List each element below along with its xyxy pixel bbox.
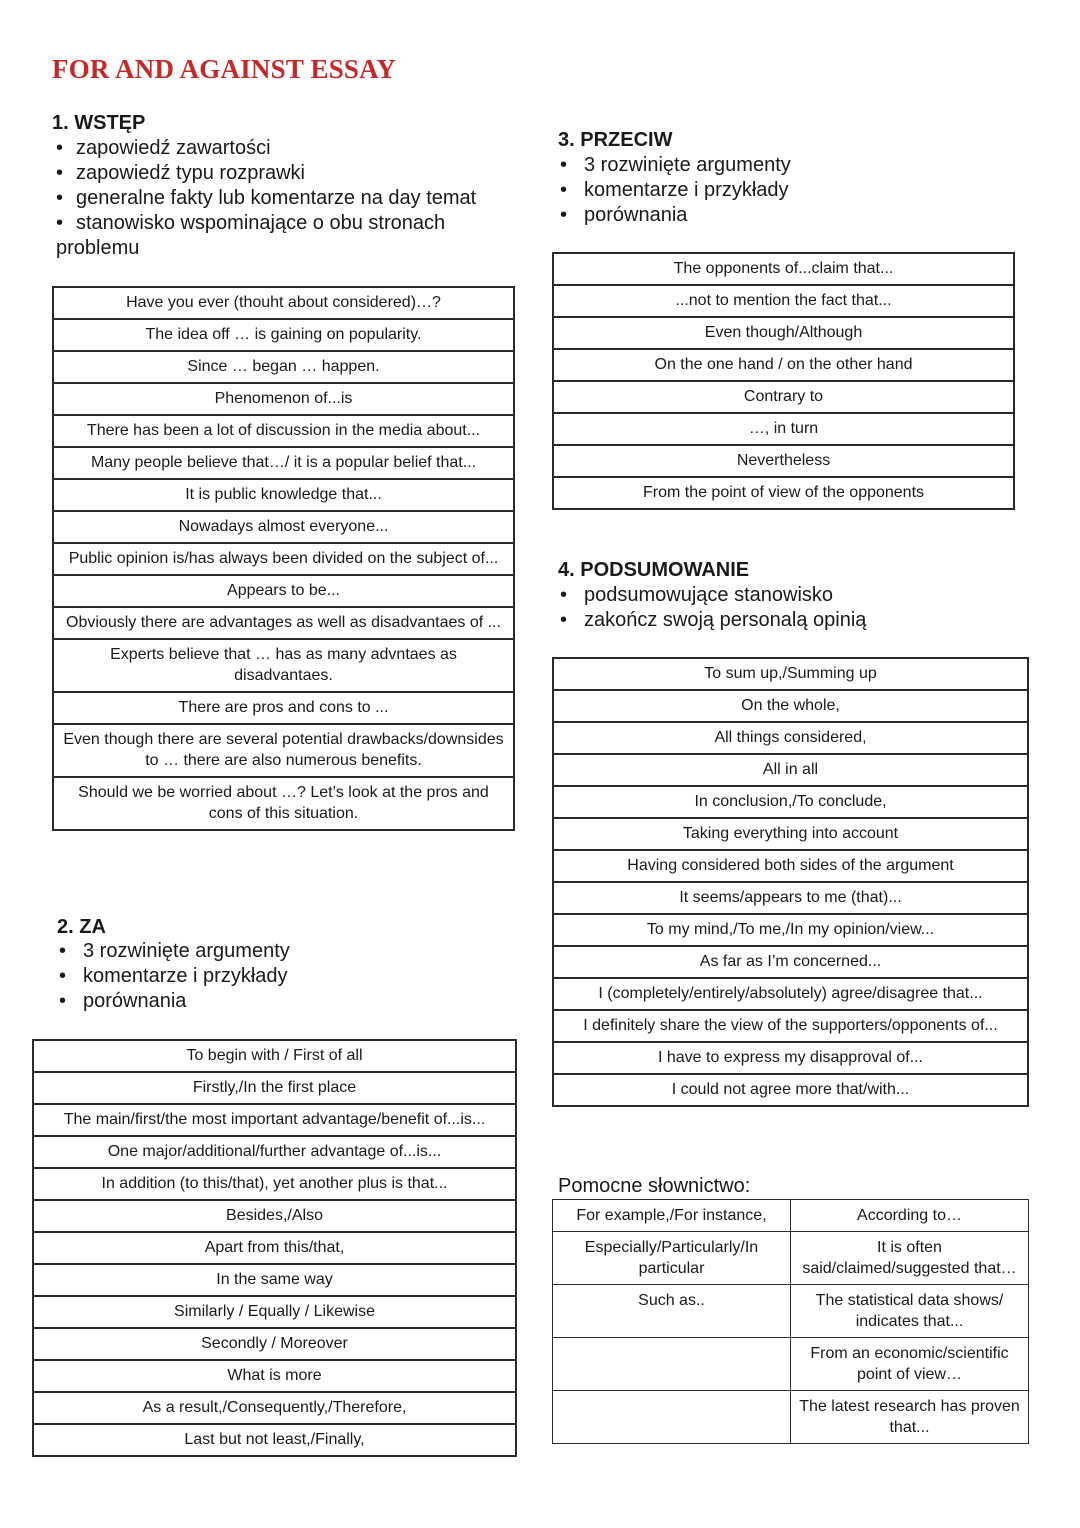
phrase-cell: What is more bbox=[33, 1360, 516, 1392]
phrase-row bbox=[33, 1328, 516, 1360]
vocabulary-row bbox=[553, 1232, 1029, 1285]
phrase-cell: Besides,/Also bbox=[33, 1200, 516, 1232]
phrase-row bbox=[53, 383, 514, 415]
phrase-row bbox=[553, 413, 1014, 445]
intro-bullet-text: stanowisko wspominające o obu stronach bbox=[76, 212, 446, 234]
phrase-cell: All things considered, bbox=[553, 722, 1028, 754]
phrase-cell: All in all bbox=[553, 754, 1028, 786]
phrase-row bbox=[553, 754, 1028, 786]
phrase-cell: To my mind,/To me,/In my opinion/view... bbox=[553, 914, 1028, 946]
phrase-row bbox=[53, 447, 514, 479]
phrase-row bbox=[53, 724, 514, 777]
vocabulary-cell: According to… bbox=[791, 1200, 1029, 1232]
intro-bullet: • zapowiedź typu rozprawki bbox=[52, 161, 522, 186]
summary-bullet: • zakończ swoją personalą opinią bbox=[558, 608, 1028, 633]
phrase-row bbox=[53, 319, 514, 351]
phrase-cell: Appears to be... bbox=[53, 575, 514, 607]
phrase-row bbox=[553, 317, 1014, 349]
phrase-cell: To sum up,/Summing up bbox=[553, 658, 1028, 690]
phrase-cell: From the point of view of the opponents bbox=[553, 477, 1014, 509]
phrase-row bbox=[53, 543, 514, 575]
phrase-cell: Should we be worried about …? Let’s look at the pros and cons of this situation. bbox=[53, 777, 514, 830]
summary-bullet: • podsumowujące stanowisko bbox=[558, 583, 1028, 608]
for-phrases-table bbox=[32, 1039, 517, 1457]
phrase-row bbox=[553, 1010, 1028, 1042]
phrase-row bbox=[553, 786, 1028, 818]
phrase-cell: The idea off … is gaining on popularity. bbox=[53, 319, 514, 351]
against-bullet: • komentarze i przykłady bbox=[558, 178, 1028, 203]
phrase-row bbox=[553, 1042, 1028, 1074]
phrase-cell: On the one hand / on the other hand bbox=[553, 349, 1014, 381]
vocabulary-row bbox=[553, 1391, 1029, 1444]
phrase-cell: Have you ever (thouht about considered)…? bbox=[53, 287, 514, 319]
phrase-row bbox=[553, 1074, 1028, 1106]
phrase-row bbox=[553, 722, 1028, 754]
vocabulary-cell: Especially/Particularly/In particular bbox=[553, 1232, 791, 1285]
phrase-cell: In the same way bbox=[33, 1264, 516, 1296]
phrase-cell: Secondly / Moreover bbox=[33, 1328, 516, 1360]
phrase-cell: One major/additional/further advantage of...is... bbox=[33, 1136, 516, 1168]
phrase-cell: Last but not least,/Finally, bbox=[33, 1424, 516, 1456]
phrase-row bbox=[33, 1424, 516, 1456]
phrase-cell: I could not agree more that/with... bbox=[553, 1074, 1028, 1106]
phrase-row bbox=[33, 1040, 516, 1072]
phrase-row bbox=[53, 479, 514, 511]
for-bullet: • porównania bbox=[57, 989, 497, 1014]
phrase-cell: I (completely/entirely/absolutely) agree/disagree that... bbox=[553, 978, 1028, 1010]
phrase-row bbox=[53, 287, 514, 319]
page-title: FOR AND AGAINST ESSAY bbox=[52, 54, 397, 84]
phrase-row bbox=[553, 285, 1014, 317]
phrase-row bbox=[553, 946, 1028, 978]
phrase-row bbox=[33, 1200, 516, 1232]
phrase-row bbox=[553, 381, 1014, 413]
phrase-cell: Apart from this/that, bbox=[33, 1232, 516, 1264]
phrase-cell: In conclusion,/To conclude, bbox=[553, 786, 1028, 818]
phrase-row bbox=[53, 575, 514, 607]
intro-phrases-table bbox=[52, 286, 515, 831]
summary-phrases-table bbox=[552, 657, 1029, 1107]
phrase-row bbox=[553, 978, 1028, 1010]
phrase-row bbox=[53, 692, 514, 724]
section-heading-for: 2. ZA bbox=[57, 916, 106, 938]
phrase-row bbox=[553, 882, 1028, 914]
vocabulary-cell: The latest research has proven that... bbox=[791, 1391, 1029, 1444]
phrase-cell: Having considered both sides of the argument bbox=[553, 850, 1028, 882]
phrase-row bbox=[53, 777, 514, 830]
phrase-row bbox=[53, 415, 514, 447]
phrase-row bbox=[53, 511, 514, 543]
phrase-cell: Many people believe that…/ it is a popular belief that... bbox=[53, 447, 514, 479]
phrase-row bbox=[53, 351, 514, 383]
phrase-row bbox=[53, 607, 514, 639]
phrase-row bbox=[553, 349, 1014, 381]
vocabulary-row bbox=[553, 1200, 1029, 1232]
phrase-cell: On the whole, bbox=[553, 690, 1028, 722]
vocabulary-cell: For example,/For instance, bbox=[553, 1200, 791, 1232]
phrase-row bbox=[553, 658, 1028, 690]
phrase-row bbox=[53, 639, 514, 692]
section-heading-summary: 4. PODSUMOWANIE bbox=[558, 559, 750, 581]
intro-bullet: • zapowiedź zawartości bbox=[52, 136, 522, 161]
phrase-row bbox=[553, 690, 1028, 722]
phrase-row bbox=[553, 818, 1028, 850]
phrase-cell: Taking everything into account bbox=[553, 818, 1028, 850]
phrase-row bbox=[33, 1072, 516, 1104]
phrase-cell: It is public knowledge that... bbox=[53, 479, 514, 511]
against-phrases-table bbox=[552, 252, 1015, 510]
phrase-cell: Nowadays almost everyone... bbox=[53, 511, 514, 543]
vocabulary-cell bbox=[553, 1338, 791, 1391]
phrase-cell: …, in turn bbox=[553, 413, 1014, 445]
phrase-cell: Even though there are several potential drawbacks/downsides to … there are also numerous benefits. bbox=[53, 724, 514, 777]
phrase-cell: Public opinion is/has always been divided on the subject of... bbox=[53, 543, 514, 575]
phrase-cell: There has been a lot of discussion in the media about... bbox=[53, 415, 514, 447]
phrase-cell: Experts believe that … has as many advntaes as disadvantaes. bbox=[53, 639, 514, 692]
phrase-cell: Firstly,/In the first place bbox=[33, 1072, 516, 1104]
vocabulary-row bbox=[553, 1285, 1029, 1338]
phrase-cell: Obviously there are advantages as well as disadvantaes of ... bbox=[53, 607, 514, 639]
vocabulary-cell: The statistical data shows/ indicates that... bbox=[791, 1285, 1029, 1338]
phrase-cell: There are pros and cons to ... bbox=[53, 692, 514, 724]
phrase-row bbox=[33, 1360, 516, 1392]
phrase-row bbox=[33, 1168, 516, 1200]
summary-bullet-list bbox=[558, 583, 1028, 633]
for-bullet-list bbox=[57, 939, 497, 1014]
intro-bullet bbox=[52, 211, 522, 236]
phrase-cell: The main/first/the most important advantage/benefit of...is... bbox=[33, 1104, 516, 1136]
phrase-row bbox=[33, 1392, 516, 1424]
phrase-cell: Nevertheless bbox=[553, 445, 1014, 477]
phrase-row bbox=[553, 253, 1014, 285]
phrase-cell: Similarly / Equally / Likewise bbox=[33, 1296, 516, 1328]
phrase-cell: I definitely share the view of the supporters/opponents of... bbox=[553, 1010, 1028, 1042]
phrase-row bbox=[33, 1296, 516, 1328]
vocabulary-title: Pomocne słownictwo: bbox=[558, 1175, 751, 1197]
phrase-cell: Since … began … happen. bbox=[53, 351, 514, 383]
phrase-row bbox=[553, 445, 1014, 477]
for-bullet: • 3 rozwinięte argumenty bbox=[57, 939, 497, 964]
phrase-cell: The opponents of...claim that... bbox=[553, 253, 1014, 285]
phrase-cell: As a result,/Consequently,/Therefore, bbox=[33, 1392, 516, 1424]
section-heading-intro: 1. WSTĘP bbox=[52, 112, 146, 134]
phrase-row bbox=[33, 1104, 516, 1136]
vocabulary-row bbox=[553, 1338, 1029, 1391]
intro-bullet-continuation: problemu bbox=[56, 237, 140, 259]
against-bullet: • 3 rozwinięte argumenty bbox=[558, 153, 1028, 178]
phrase-row bbox=[33, 1136, 516, 1168]
vocabulary-cell: From an economic/scientific point of view… bbox=[791, 1338, 1029, 1391]
phrase-cell: Even though/Although bbox=[553, 317, 1014, 349]
phrase-cell: To begin with / First of all bbox=[33, 1040, 516, 1072]
vocabulary-cell bbox=[553, 1391, 791, 1444]
intro-bullet-list bbox=[52, 136, 522, 261]
phrase-row bbox=[553, 850, 1028, 882]
for-bullet: • komentarze i przykłady bbox=[57, 964, 497, 989]
phrase-cell: As far as I’m concerned... bbox=[553, 946, 1028, 978]
vocabulary-table bbox=[552, 1199, 1029, 1444]
against-bullet: • porównania bbox=[558, 203, 1028, 228]
phrase-row bbox=[553, 477, 1014, 509]
phrase-row bbox=[33, 1264, 516, 1296]
phrase-cell: In addition (to this/that), yet another plus is that... bbox=[33, 1168, 516, 1200]
phrase-cell: It seems/appears to me (that)... bbox=[553, 882, 1028, 914]
vocabulary-cell: Such as.. bbox=[553, 1285, 791, 1338]
phrase-cell: ...not to mention the fact that... bbox=[553, 285, 1014, 317]
against-bullet-list bbox=[558, 153, 1028, 228]
phrase-row bbox=[33, 1232, 516, 1264]
phrase-cell: Phenomenon of...is bbox=[53, 383, 514, 415]
phrase-cell: I have to express my disapproval of... bbox=[553, 1042, 1028, 1074]
phrase-row bbox=[553, 914, 1028, 946]
phrase-cell: Contrary to bbox=[553, 381, 1014, 413]
vocabulary-cell: It is often said/claimed/suggested that… bbox=[791, 1232, 1029, 1285]
intro-bullet: • generalne fakty lub komentarze na day temat bbox=[52, 186, 522, 211]
section-heading-against: 3. PRZECIW bbox=[558, 129, 673, 151]
